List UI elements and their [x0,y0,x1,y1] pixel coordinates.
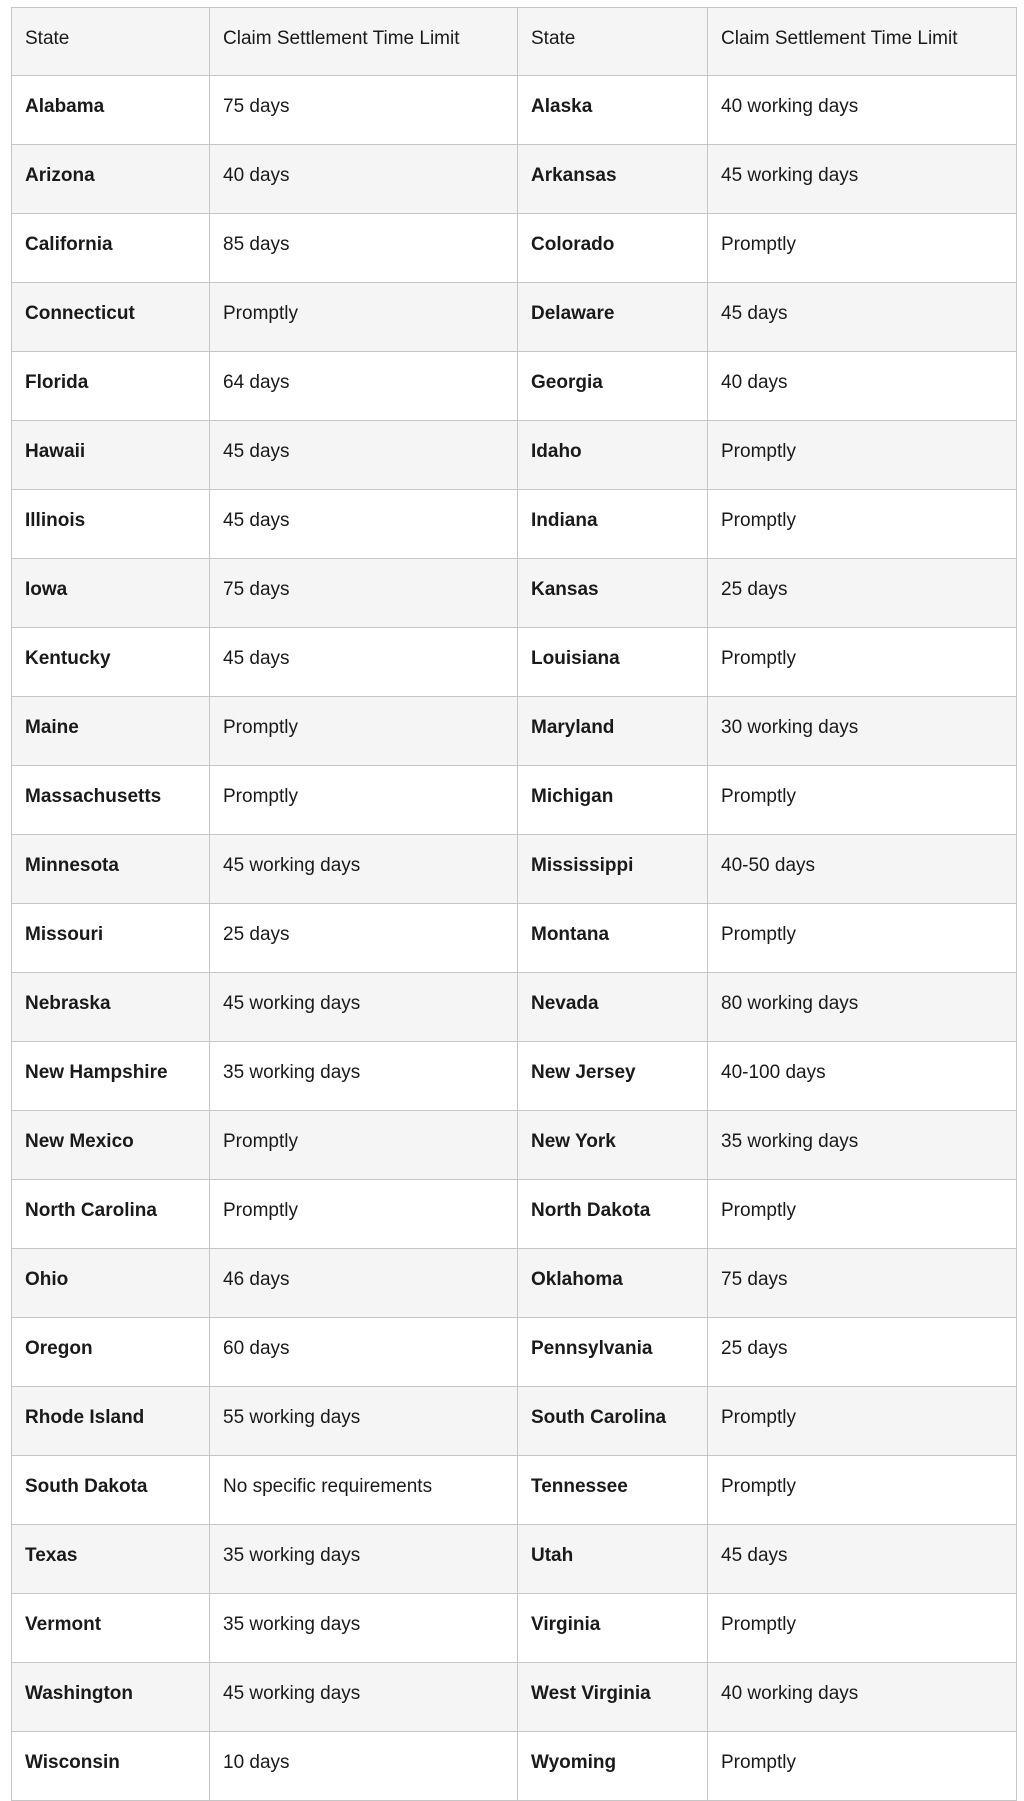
state-cell: Alaska [518,76,708,145]
time-limit-cell: Promptly [708,214,1017,283]
table-row [12,1249,1017,1318]
state-cell: Wisconsin [12,1732,210,1801]
time-limit-cell: 75 days [210,76,518,145]
table-row [12,697,1017,766]
time-limit-cell: 64 days [210,352,518,421]
state-cell: Wyoming [518,1732,708,1801]
state-cell: North Carolina [12,1180,210,1249]
time-limit-cell: 45 days [210,490,518,559]
state-cell: South Carolina [518,1387,708,1456]
column-header-state: State [12,8,210,76]
state-cell: Nebraska [12,973,210,1042]
time-limit-cell: 45 working days [210,835,518,904]
table-row [12,1180,1017,1249]
state-cell: Colorado [518,214,708,283]
table-row [12,490,1017,559]
state-cell: Oregon [12,1318,210,1387]
table-row [12,1042,1017,1111]
state-cell: Ohio [12,1249,210,1318]
time-limit-cell: Promptly [708,421,1017,490]
column-header-time-limit: Claim Settlement Time Limit [210,8,518,76]
time-limit-cell: 80 working days [708,973,1017,1042]
time-limit-cell: No specific requirements [210,1456,518,1525]
state-cell: Arizona [12,145,210,214]
state-cell: Pennsylvania [518,1318,708,1387]
time-limit-cell: Promptly [708,628,1017,697]
state-cell: Mississippi [518,835,708,904]
state-cell: Maryland [518,697,708,766]
state-cell: California [12,214,210,283]
time-limit-cell: 35 working days [708,1111,1017,1180]
state-cell: Oklahoma [518,1249,708,1318]
time-limit-cell: 35 working days [210,1042,518,1111]
state-cell: Washington [12,1663,210,1732]
time-limit-cell: 30 working days [708,697,1017,766]
time-limit-cell: Promptly [708,904,1017,973]
state-cell: Massachusetts [12,766,210,835]
time-limit-cell: 40 days [708,352,1017,421]
table-row [12,421,1017,490]
time-limit-cell: Promptly [708,1594,1017,1663]
state-cell: Tennessee [518,1456,708,1525]
state-cell: Hawaii [12,421,210,490]
state-cell: North Dakota [518,1180,708,1249]
time-limit-cell: 45 working days [210,973,518,1042]
state-cell: Florida [12,352,210,421]
state-cell: Michigan [518,766,708,835]
table-row [12,76,1017,145]
table-row [12,145,1017,214]
table-header [12,8,1017,76]
time-limit-cell: 45 days [708,283,1017,352]
time-limit-cell: 25 days [210,904,518,973]
table-row [12,766,1017,835]
table-body [12,76,1017,1801]
table-row [12,973,1017,1042]
table-row [12,835,1017,904]
time-limit-cell: Promptly [708,1180,1017,1249]
time-limit-cell: Promptly [708,490,1017,559]
table-container [11,7,1016,1801]
table-row [12,628,1017,697]
state-cell: Kansas [518,559,708,628]
state-cell: Montana [518,904,708,973]
column-header-time-limit: Claim Settlement Time Limit [708,8,1017,76]
state-cell: Iowa [12,559,210,628]
state-cell: Nevada [518,973,708,1042]
table-row [12,1663,1017,1732]
time-limit-cell: 46 days [210,1249,518,1318]
time-limit-cell: 45 days [210,628,518,697]
state-cell: West Virginia [518,1663,708,1732]
time-limit-cell: 40 working days [708,1663,1017,1732]
state-cell: New Hampshire [12,1042,210,1111]
table-row [12,904,1017,973]
table-row [12,283,1017,352]
state-cell: Louisiana [518,628,708,697]
time-limit-cell: Promptly [210,766,518,835]
time-limit-cell: Promptly [210,697,518,766]
state-cell: New Jersey [518,1042,708,1111]
time-limit-cell: 45 working days [708,145,1017,214]
state-cell: Maine [12,697,210,766]
column-header-state: State [518,8,708,76]
state-cell: New York [518,1111,708,1180]
state-cell: Illinois [12,490,210,559]
time-limit-cell: 60 days [210,1318,518,1387]
time-limit-cell: Promptly [708,766,1017,835]
table-row [12,1318,1017,1387]
time-limit-cell: Promptly [708,1387,1017,1456]
state-cell: Idaho [518,421,708,490]
state-cell: Rhode Island [12,1387,210,1456]
table-row [12,1594,1017,1663]
state-cell: New Mexico [12,1111,210,1180]
table-row [12,1387,1017,1456]
time-limit-cell: 25 days [708,1318,1017,1387]
time-limit-cell: 40-100 days [708,1042,1017,1111]
table-row [12,1525,1017,1594]
time-limit-cell: Promptly [210,1111,518,1180]
time-limit-cell: 35 working days [210,1594,518,1663]
state-cell: Utah [518,1525,708,1594]
state-cell: Virginia [518,1594,708,1663]
header-row [12,8,1017,76]
table-row [12,214,1017,283]
time-limit-cell: 40 working days [708,76,1017,145]
state-cell: Vermont [12,1594,210,1663]
table-row [12,559,1017,628]
time-limit-cell: Promptly [708,1456,1017,1525]
table-row [12,1732,1017,1801]
time-limit-cell: 85 days [210,214,518,283]
state-cell: Indiana [518,490,708,559]
state-cell: Georgia [518,352,708,421]
state-cell: Texas [12,1525,210,1594]
time-limit-cell: Promptly [210,283,518,352]
time-limit-cell: 45 working days [210,1663,518,1732]
state-cell: Minnesota [12,835,210,904]
time-limit-cell: 75 days [210,559,518,628]
time-limit-cell: 40 days [210,145,518,214]
table-row [12,1456,1017,1525]
state-cell: Kentucky [12,628,210,697]
state-cell: Arkansas [518,145,708,214]
time-limit-cell: 40-50 days [708,835,1017,904]
table-row [12,1111,1017,1180]
time-limit-cell: 55 working days [210,1387,518,1456]
state-cell: Missouri [12,904,210,973]
state-cell: Connecticut [12,283,210,352]
time-limit-cell: 25 days [708,559,1017,628]
time-limit-cell: Promptly [708,1732,1017,1801]
state-cell: South Dakota [12,1456,210,1525]
state-cell: Delaware [518,283,708,352]
time-limit-cell: 10 days [210,1732,518,1801]
table-row [12,352,1017,421]
time-limit-cell: 45 days [708,1525,1017,1594]
time-limit-cell: 45 days [210,421,518,490]
time-limit-cell: Promptly [210,1180,518,1249]
state-cell: Alabama [12,76,210,145]
claim-settlement-table [11,7,1017,1801]
time-limit-cell: 75 days [708,1249,1017,1318]
time-limit-cell: 35 working days [210,1525,518,1594]
